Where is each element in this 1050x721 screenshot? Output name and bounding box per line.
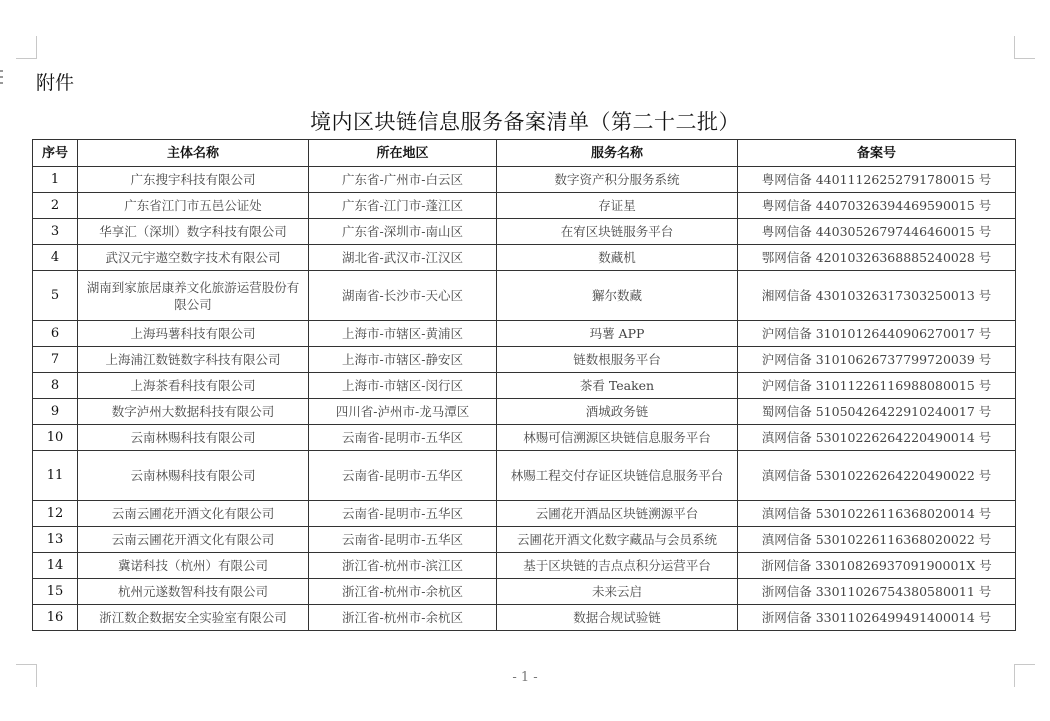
cell-entity: 上海茶看科技有限公司 [78,373,309,399]
cell-entity: 上海浦江数链数字科技有限公司 [78,347,309,373]
table-row [33,321,1016,347]
cell-record: 沪网信备 31010626737799720039 号 [738,347,1016,373]
cell-region: 上海市-市辖区-黄浦区 [309,321,497,347]
cell-entity: 冀诺科技（杭州）有限公司 [78,553,309,579]
cell-no: 14 [33,553,78,579]
cell-record: 浙网信备 3301082693709190001X 号 [738,553,1016,579]
table-row [33,399,1016,425]
cell-no: 8 [33,373,78,399]
table-row [33,501,1016,527]
cell-record: 蜀网信备 51050426422910240017 号 [738,399,1016,425]
margin-marker-icon [0,70,3,84]
column-header-region: 所在地区 [309,140,497,167]
page-title: 境内区块链信息服务备案清单（第二十二批） [310,110,740,134]
cell-service: 存证星 [497,193,738,219]
cell-service: 数据合规试验链 [497,605,738,631]
cell-service: 未来云启 [497,579,738,605]
column-header-record: 备案号 [738,140,1016,167]
cell-no: 10 [33,425,78,451]
cell-service: 林赐可信溯源区块链信息服务平台 [497,425,738,451]
cell-region: 浙江省-杭州市-滨江区 [309,553,497,579]
cell-service: 基于区块链的吉点点积分运营平台 [497,553,738,579]
table-row [33,167,1016,193]
cell-service: 林赐工程交付存证区块链信息服务平台 [497,451,738,501]
crop-mark-top-right [1014,36,1035,59]
cell-entity: 华享汇（深圳）数字科技有限公司 [78,219,309,245]
cell-region: 上海市-市辖区-闵行区 [309,373,497,399]
cell-no: 16 [33,605,78,631]
cell-no: 11 [33,451,78,501]
cell-region: 广东省-江门市-蓬江区 [309,193,497,219]
cell-record: 滇网信备 53010226116368020022 号 [738,527,1016,553]
cell-entity: 武汉元宇遨空数字技术有限公司 [78,245,309,271]
column-header-entity: 主体名称 [78,140,309,167]
cell-record: 粤网信备 44011126252791780015 号 [738,167,1016,193]
cell-record: 粤网信备 44070326394469590015 号 [738,193,1016,219]
cell-entity: 广东省江门市五邑公证处 [78,193,309,219]
cell-service: 在宥区块链服务平台 [497,219,738,245]
page-number: - 1 - [512,670,538,685]
table-row [33,451,1016,501]
cell-service: 玛薯 APP [497,321,738,347]
cell-service: 酒城政务链 [497,399,738,425]
cell-entity: 云南云圃花开酒文化有限公司 [78,501,309,527]
cell-entity: 云南林赐科技有限公司 [78,451,309,501]
cell-entity: 上海玛薯科技有限公司 [78,321,309,347]
cell-region: 广东省-深圳市-南山区 [309,219,497,245]
cell-entity: 云南林赐科技有限公司 [78,425,309,451]
table-row [33,373,1016,399]
cell-region: 上海市-市辖区-静安区 [309,347,497,373]
table-row [33,193,1016,219]
cell-entity: 云南云圃花开酒文化有限公司 [78,527,309,553]
cell-record: 滇网信备 53010226264220490022 号 [738,451,1016,501]
column-header-no: 序号 [33,140,78,167]
table-body [33,167,1016,631]
cell-record: 滇网信备 53010226264220490014 号 [738,425,1016,451]
cell-no: 3 [33,219,78,245]
cell-record: 沪网信备 31011226116988080015 号 [738,373,1016,399]
cell-record: 浙网信备 33011026754380580011 号 [738,579,1016,605]
cell-entity: 数字泸州大数据科技有限公司 [78,399,309,425]
cell-region: 广东省-广州市-白云区 [309,167,497,193]
cell-record: 鄂网信备 42010326368885240028 号 [738,245,1016,271]
cell-no: 2 [33,193,78,219]
cell-no: 6 [33,321,78,347]
cell-service: 獬尔数藏 [497,271,738,321]
cell-region: 湖北省-武汉市-江汉区 [309,245,497,271]
cell-service: 云圃花开酒品区块链溯源平台 [497,501,738,527]
table-row [33,271,1016,321]
cell-service: 数字资产积分服务系统 [497,167,738,193]
cell-record: 沪网信备 31010126440906270017 号 [738,321,1016,347]
cell-no: 15 [33,579,78,605]
table-header-row [33,140,1016,167]
cell-service: 茶看 Teaken [497,373,738,399]
cell-no: 5 [33,271,78,321]
cell-region: 云南省-昆明市-五华区 [309,451,497,501]
cell-region: 云南省-昆明市-五华区 [309,501,497,527]
cell-no: 13 [33,527,78,553]
cell-record: 湘网信备 43010326317303250013 号 [738,271,1016,321]
table-row [33,527,1016,553]
cell-no: 9 [33,399,78,425]
cell-record: 滇网信备 53010226116368020014 号 [738,501,1016,527]
cell-region: 浙江省-杭州市-余杭区 [309,605,497,631]
table-row [33,553,1016,579]
crop-mark-top-left [16,36,37,59]
table-row [33,605,1016,631]
table-row [33,245,1016,271]
table-row [33,347,1016,373]
table-row [33,219,1016,245]
attachment-label: 附件 [36,72,75,94]
cell-record: 粤网信备 44030526797446460015 号 [738,219,1016,245]
cell-no: 12 [33,501,78,527]
cell-region: 四川省-泸州市-龙马潭区 [309,399,497,425]
cell-no: 7 [33,347,78,373]
table-row [33,425,1016,451]
cell-region: 浙江省-杭州市-余杭区 [309,579,497,605]
cell-entity: 浙江数企数据安全实验室有限公司 [78,605,309,631]
cell-service: 云圃花开酒文化数字藏品与会员系统 [497,527,738,553]
filing-table [32,139,1016,631]
cell-record: 浙网信备 33011026499491400014 号 [738,605,1016,631]
cell-region: 云南省-昆明市-五华区 [309,527,497,553]
cell-service: 数藏机 [497,245,738,271]
cell-entity: 广东搜宇科技有限公司 [78,167,309,193]
cell-service: 链数根服务平台 [497,347,738,373]
column-header-service: 服务名称 [497,140,738,167]
cell-no: 4 [33,245,78,271]
table-row [33,579,1016,605]
cell-no: 1 [33,167,78,193]
cell-entity: 湖南到家旅居康养文化旅游运营股份有限公司 [78,271,309,321]
cell-region: 湖南省-长沙市-天心区 [309,271,497,321]
cell-entity: 杭州元遂数智科技有限公司 [78,579,309,605]
cell-region: 云南省-昆明市-五华区 [309,425,497,451]
